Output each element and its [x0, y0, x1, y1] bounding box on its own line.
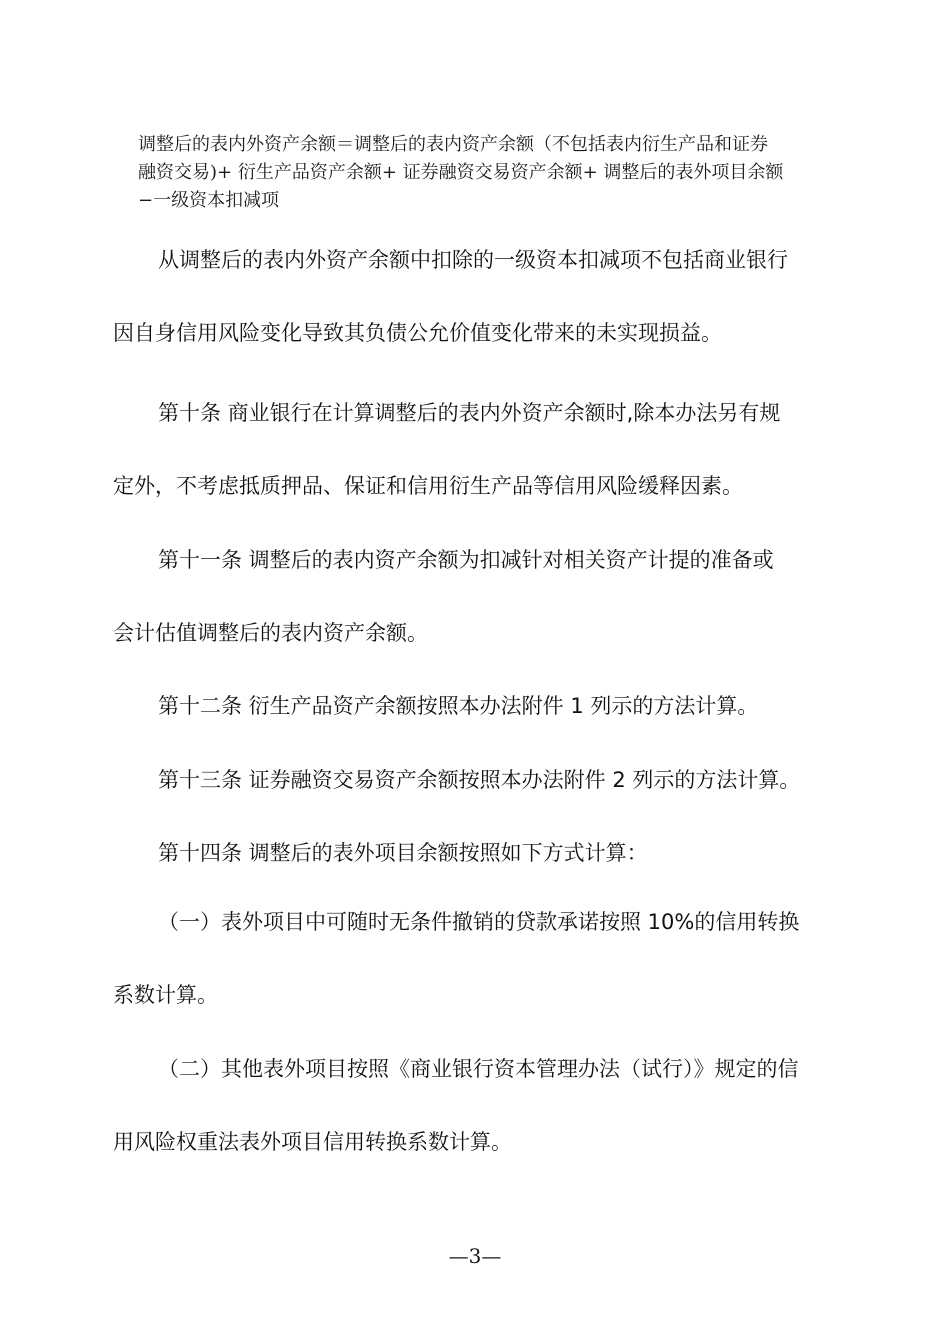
- paragraph-line: 定外，不考虑抵质押品、保证和信用衍生产品等信用风险缓释因素。: [113, 474, 743, 498]
- formula-line: 融资交易)+ 衍生产品资产余额+ 证券融资交易资产余额+ 调整后的表外项目余额: [138, 162, 784, 183]
- paragraph-line: 因自身信用风险变化导致其负债公允价值变化带来的未实现损益。: [113, 321, 722, 345]
- paragraph-line: 第十二条 衍生产品资产余额按照本办法附件 1 列示的方法计算。: [158, 694, 759, 718]
- paragraph-line: （二）其他表外项目按照《商业银行资本管理办法（试行）》规定的信: [158, 1057, 799, 1081]
- paragraph-line: 用风险权重法表外项目信用转换系数计算。: [113, 1130, 512, 1154]
- paragraph-line: 第十一条 调整后的表内资产余额为扣减针对相关资产计提的准备或: [158, 548, 774, 572]
- paragraph-line: 系数计算。: [113, 983, 218, 1007]
- paragraph-line: （一）表外项目中可随时无条件撤销的贷款承诺按照 10%的信用转换: [158, 910, 800, 934]
- paragraph-line: 第十四条 调整后的表外项目余额按照如下方式计算：: [158, 841, 648, 865]
- paragraph-line: 会计估值调整后的表内资产余额。: [113, 621, 428, 645]
- formula-block: [138, 131, 828, 215]
- formula-line: −一级资本扣减项: [138, 190, 280, 211]
- paragraph-line: 第十三条 证券融资交易资产余额按照本办法附件 2 列示的方法计算。: [158, 768, 801, 792]
- paragraph-line: 第十条 商业银行在计算调整后的表内外资产余额时,除本办法另有规: [158, 401, 781, 425]
- paragraph-line: 从调整后的表内外资产余额中扣除的一级资本扣减项不包括商业银行: [158, 248, 788, 272]
- page-number: —3—: [448, 1244, 502, 1268]
- formula-line: 调整后的表内外资产余额＝调整后的表内资产余额（不包括表内衍生产品和证券: [138, 134, 768, 155]
